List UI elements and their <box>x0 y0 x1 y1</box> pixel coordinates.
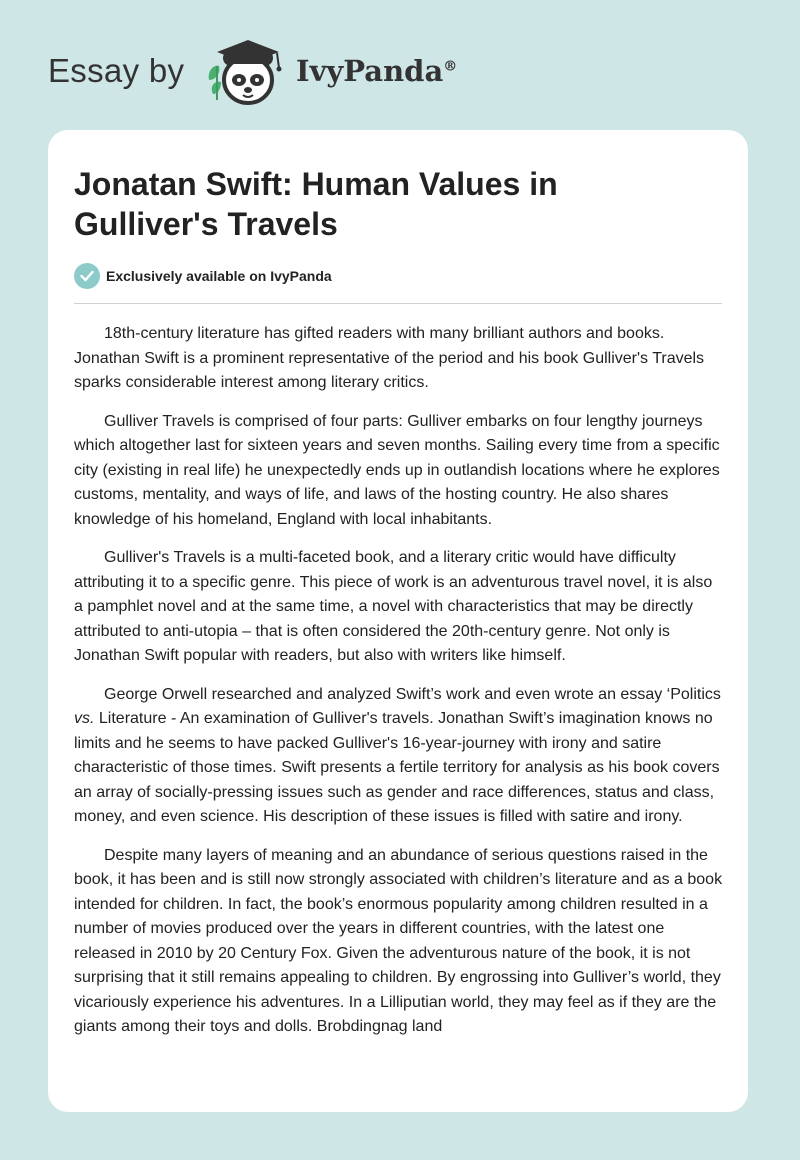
paragraph: Gulliver's Travels is a multi-faceted book, and a literary critic would have difficulty attributing it to a specific genre. This piece of work is an adventurous travel novel, it is also a pamphlet novel and at the same time, a novel with characteristics that may be directly attributed to anti-utopia – that is often considered the 20th-century genre. Not only is Jonathan Swift popular with readers, but also with writers like himself. <box>74 549 713 664</box>
check-icon <box>74 263 100 289</box>
exclusive-badge-label: Exclusively available on IvyPanda <box>106 268 332 284</box>
paragraph: George Orwell researched and analyzed Swift’s work and even wrote an essay ‘Politics vs. Literature - An examination of Gulliver's travels. Jonathan Swift’s imagination knows no limits and he seems to have packed Gulliver's 16-year-journey with irony and satire characteristic of those times. Swift presents a fertile territory for analysis as his book covers an array of socially-pressing issues such as gender and race differences, status and class, money, and even science. His description of these issues is filled with satire and irony. <box>74 685 721 825</box>
essay-card <box>48 130 748 1112</box>
brand-name[interactable]: IvyPanda® <box>296 54 458 88</box>
leaf-icon <box>209 66 221 100</box>
divider <box>74 303 722 304</box>
paragraph: Despite many layers of meaning and an abundance of serious questions raised in the book, it has been and is still now strongly associated with children’s literature and as a book intended for children. In fact, the book’s enormous popularity among children resulted in a number of movies produced over the years in different countries, with the latest one released in 2010 by 20 Century Fox. Given the adventurous nature of the book, it is not surprising that it still remains appealing to children. By engrossing into Gulliver’s world, they vicariously experience his adventures. In a Lilliputian world, they may feel as if they are the giants among their toys and dolls. Brobdingnag land <box>74 846 723 1035</box>
essay-body <box>74 322 724 1092</box>
panda-graduation-cap-logo[interactable] <box>203 36 293 108</box>
registered-mark: ® <box>443 58 458 75</box>
site-header <box>48 30 548 110</box>
vs-emphasis: vs. <box>74 710 95 727</box>
paragraph: Gulliver Travels is comprised of four parts: Gulliver embarks on four lengthy journeys which altogether last for sixteen years and seven months. Sailing every time from a specific city (existing in real life) he unexpectedly ends up in outlandish locations where he explores customs, mentality, and ways of life, and laws of the hosting country. He also shares knowledge of his homeland, England with local inhabitants. <box>74 412 720 528</box>
paragraph: 18th-century literature has gifted readers with many brilliant authors and books. Jonathan Swift is a prominent representative of the period and his book Gulliver's Travels sparks considerable interest among literary critics. <box>74 325 705 391</box>
page-title: Jonatan Swift: Human Values in Gulliver's Travels <box>74 166 558 242</box>
brand-prefix: Essay by <box>48 52 185 89</box>
